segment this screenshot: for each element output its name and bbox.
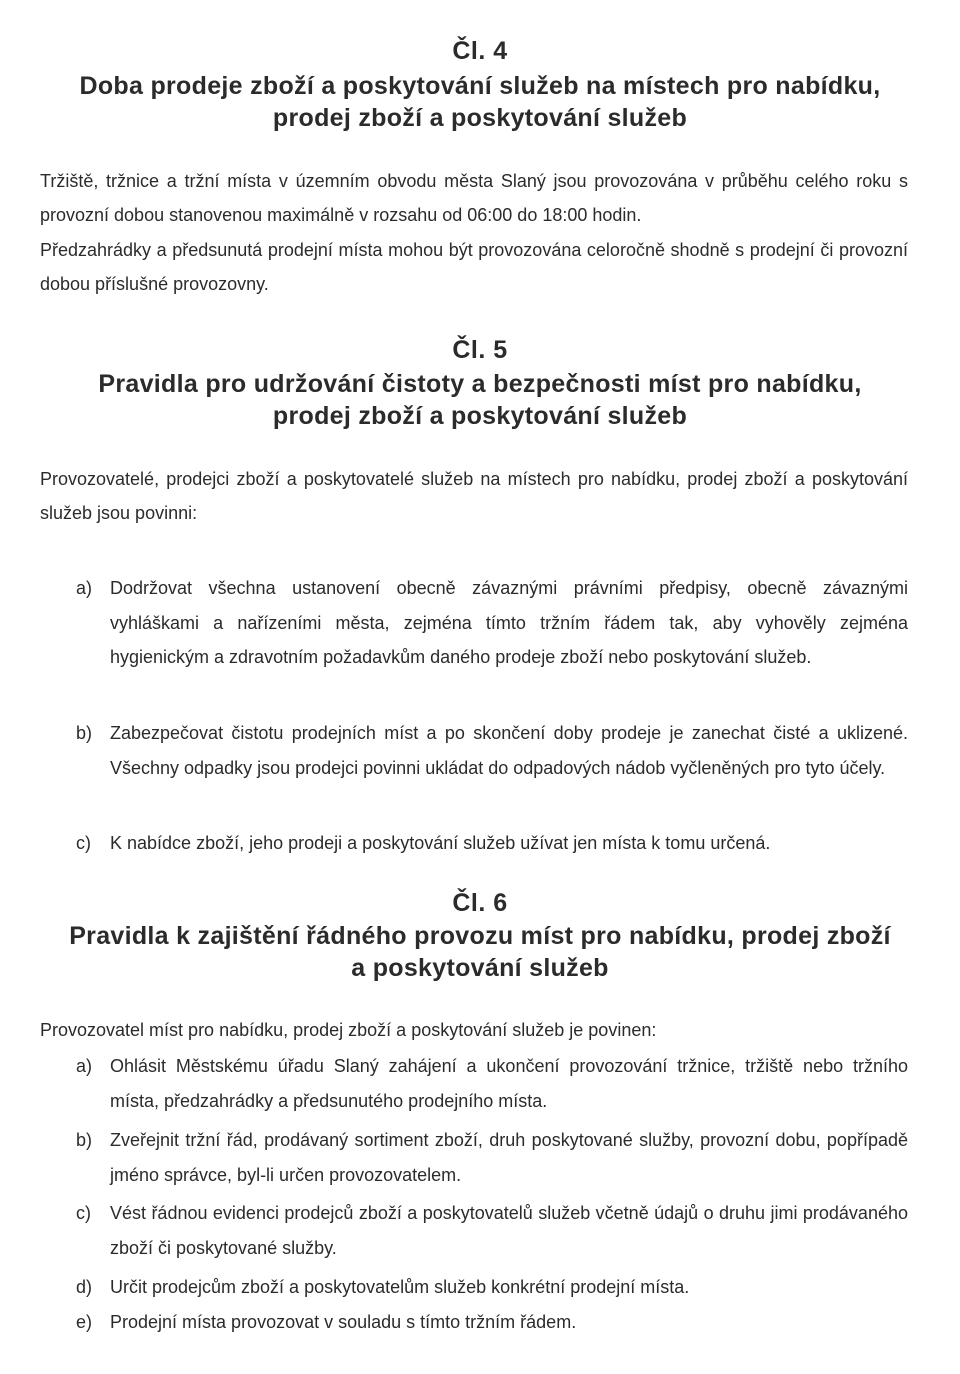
article-6-number: Čl. 6	[452, 889, 508, 917]
article-5-title	[20, 368, 940, 432]
article-6-title-line-1: Pravidla k zajištění řádného provozu míst pro nabídku, prodej zboží	[69, 922, 891, 950]
list-marker: d)	[76, 1277, 93, 1297]
list-item-text: Dodržovat všechna ustanovení obecně závaznými právními předpisy, obecně závaznými vyhláškami a nařízeními města, zejména tímto tržním řádem tak, aby vyhověly zejména hygienickým a zdravotním požadavkům daného prodeje zboží nebo poskytování služeb.	[110, 578, 908, 667]
list-item-text: K nabídce zboží, jeho prodeji a poskytování služeb užívat jen místa k tomu určená.	[110, 833, 771, 853]
article-5-list-item	[76, 716, 908, 785]
article-6-list-item	[76, 1270, 908, 1305]
list-marker: a)	[76, 1056, 93, 1076]
list-marker: e)	[76, 1312, 93, 1332]
article-5-number: Čl. 5	[452, 336, 508, 364]
article-5-title-line-1: Pravidla pro udržování čistoty a bezpečnosti míst pro nabídku,	[98, 370, 862, 398]
list-marker: c)	[76, 1203, 91, 1223]
list-item-text: Vést řádnou evidenci prodejců zboží a poskytovatelů služeb včetně údajů o druhu jimi prodávaného zboží či poskytované služby.	[110, 1203, 908, 1258]
list-item-text: Zabezpečovat čistotu prodejních míst a po skončení doby prodeje je zanechat čisté a uklizené. Všechny odpadky jsou prodejci povinni ukládat do odpadových nádob vyčleněných pro tyto účely.	[110, 723, 908, 778]
list-marker: b)	[76, 1130, 93, 1150]
article-5-title-line-2: prodej zboží a poskytování služeb	[272, 402, 688, 430]
list-marker: a)	[76, 578, 93, 598]
list-item-text: Prodejní místa provozovat v souladu s tímto tržním řádem.	[110, 1312, 577, 1332]
article-5-intro: Provozovatelé, prodejci zboží a poskytovatelé služeb na místech pro nabídku, prodej zboží a poskytování služeb jsou povinni:	[40, 469, 908, 523]
article-6-intro: Provozovatel míst pro nabídku, prodej zboží a poskytování služeb je povinen:	[40, 1020, 657, 1040]
article-4-number: Čl. 4	[452, 37, 508, 65]
list-item-text: Ohlásit Městskému úřadu Slaný zahájení a ukončení provozování tržnice, tržiště nebo tržního místa, předzahrádky a předsunutého prodejního místa.	[110, 1056, 908, 1111]
list-marker: b)	[76, 723, 93, 743]
article-6-list-item	[76, 1305, 908, 1340]
article-4-paragraph-1: Tržiště, tržnice a tržní místa v územním obvodu města Slaný jsou provozována v průběhu celého roku s provozní dobou stanovenou maximálně v rozsahu od 06:00 do 18:00 hodin.	[40, 171, 908, 225]
article-4-title-line-2: prodej zboží a poskytování služeb	[272, 104, 688, 132]
article-5-list-item	[76, 571, 908, 675]
article-6-title-line-2: a poskytování služeb	[351, 954, 609, 982]
article-6-list-item	[76, 1196, 908, 1265]
article-4-paragraph-2: Předzahrádky a předsunutá prodejní místa mohou být provozována celoročně shodně s prodejní či provozní dobou příslušné provozovny.	[40, 240, 908, 294]
article-6-title	[20, 920, 940, 984]
list-item-text: Zveřejnit tržní řád, prodávaný sortiment zboží, druh poskytované služby, provozní dobu, popřípadě jméno správce, byl-li určen provozovatelem.	[110, 1130, 908, 1185]
article-4-title-line-1: Doba prodeje zboží a poskytování služeb na místech pro nabídku,	[79, 72, 881, 100]
article-6-list-item	[76, 1049, 908, 1118]
article-5-list-item	[76, 826, 908, 861]
list-item-text: Určit prodejcům zboží a poskytovatelům služeb konkrétní prodejní místa.	[110, 1277, 690, 1297]
article-4-title	[20, 70, 940, 134]
list-marker: c)	[76, 833, 91, 853]
article-6-list-item	[76, 1123, 908, 1192]
